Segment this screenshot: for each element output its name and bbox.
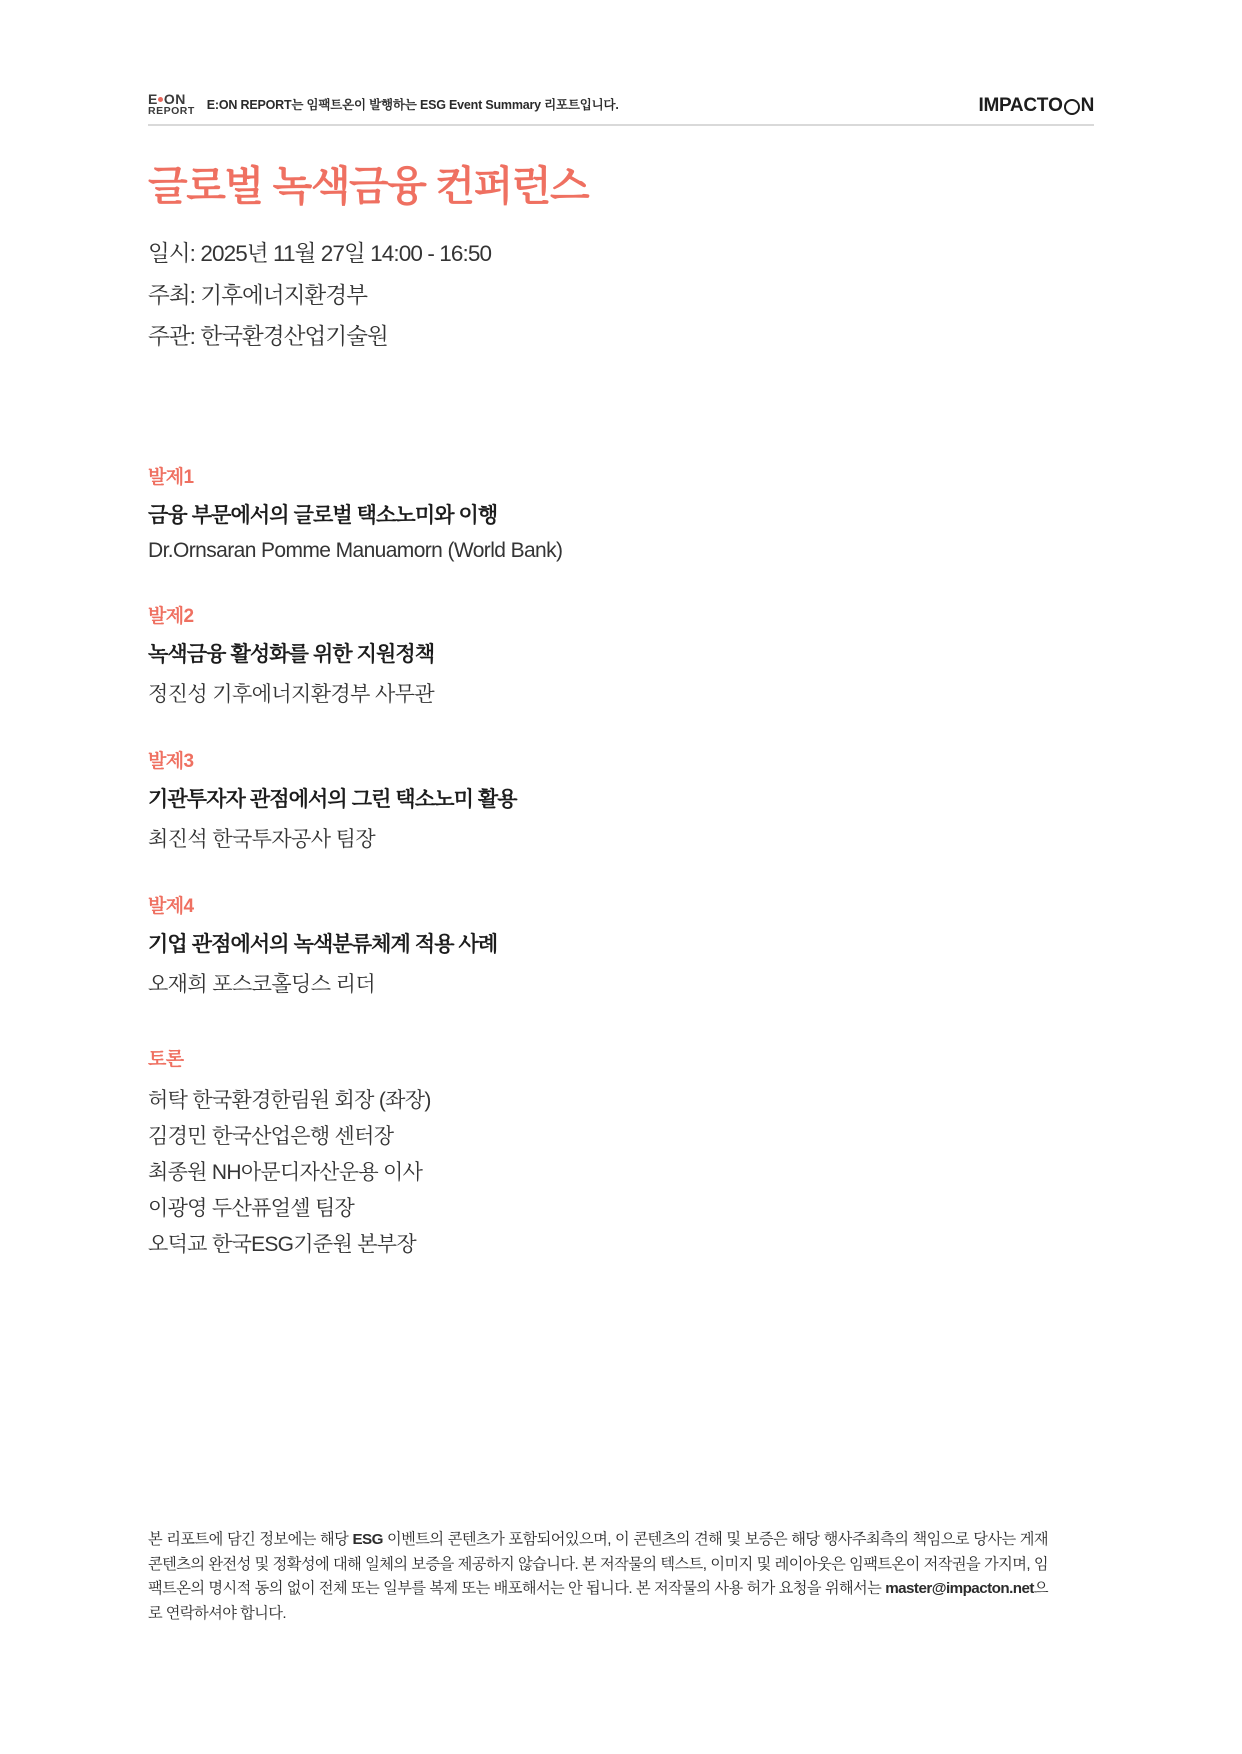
copyright-disclaimer [148,1528,1048,1627]
session-speaker: 정진성 기후에너지환경부 사무관 [148,683,435,706]
disclaimer-text-part3: 으로 연락하셔야 합니다. [148,1580,1048,1622]
panel-member: 허탁 한국환경한림원 회장 (좌장) [148,1089,431,1112]
eon-logo-line1: E ON [148,91,186,107]
session-speaker: 오재희 포스코홀딩스 리더 [148,973,376,996]
event-host: 주최: 기후에너지환경부 [148,282,368,308]
event-date: 일시: 2025년 11월 27일 14:00 - 16:50 [148,241,492,267]
panel-member: 오덕교 한국ESG기준원 본부장 [148,1233,416,1257]
header-left-group [148,92,619,117]
session-title: 기관투자자 관점에서의 그린 택소노미 활용 [148,788,517,811]
page-title: 글로벌 녹색금융 컨퍼런스 [148,163,589,209]
session-title: 녹색금융 활성화를 위한 지원정책 [148,643,435,666]
session-item [148,891,1094,998]
header-divider [148,124,1094,126]
event-organizer: 주관: 한국환경산업기술원 [148,324,388,350]
session-item [148,746,1094,853]
disclaimer-text-part1: 본 리포트에 담긴 정보에는 해당 [148,1531,353,1548]
session-item [148,462,1094,563]
header-tagline: E:ON REPORT는 임팩트온이 발행하는 ESG Event Summary 리포트입니다. [206,97,619,112]
session-title: 금융 부문에서의 글로벌 택소노미와 이행 [148,504,498,527]
disclaimer-esg-keyword: ESG [352,1531,383,1548]
session-label: 발제4 [148,896,194,917]
contact-email: master@impacton.net [885,1580,1034,1598]
session-item [148,601,1094,708]
impacton-ring-icon [1064,99,1080,115]
panel-member: 김경민 한국산업은행 센터장 [148,1125,394,1149]
panel-member: 최종원 NH아문디자산운용 이사 [148,1161,423,1185]
panel-member: 이광영 두산퓨얼셀 팀장 [148,1197,355,1221]
panel-discussion-block [148,1044,1094,1264]
session-label: 발제2 [148,606,194,627]
session-list [148,462,1094,1264]
session-title: 기업 관점에서의 녹색분류체계 적용 사례 [148,933,498,956]
session-label: 발제1 [148,467,194,488]
impacton-brand-logo: IMPACT Ο N [978,94,1094,116]
session-speaker: 최진석 한국투자공사 팀장 [148,828,376,851]
page-header [148,92,1094,117]
eon-logo-line2: REPORT [148,105,195,118]
eon-logo-dot-icon [158,97,163,102]
disclaimer-text-part2: 이벤트의 콘텐츠가 포함되어있으며, 이 콘텐츠의 견해 및 보증은 해당 행사주최측의 책임으로 당사는 게재콘텐츠의 완전성 및 정확성에 대해 일체의 보증을 제공하지 않습니다. 본 저작물의 텍스트, 이미지 및 레이아웃은 임팩트온이 저작권을 가지며, 임팩트온의 명시적 동의 없이 전체 또는 일부를 복제 또는 배포해서는 안 됩니다. 본 저작물의 사용 허가 요청을 위해서는 [148,1531,1048,1598]
session-speaker: Dr.Ornsaran Pomme Manuamorn (World Bank) [148,539,563,562]
eon-report-logo [148,92,195,117]
session-label: 발제3 [148,751,194,772]
title-block [148,162,1094,358]
panel-label: 토론 [148,1049,184,1070]
